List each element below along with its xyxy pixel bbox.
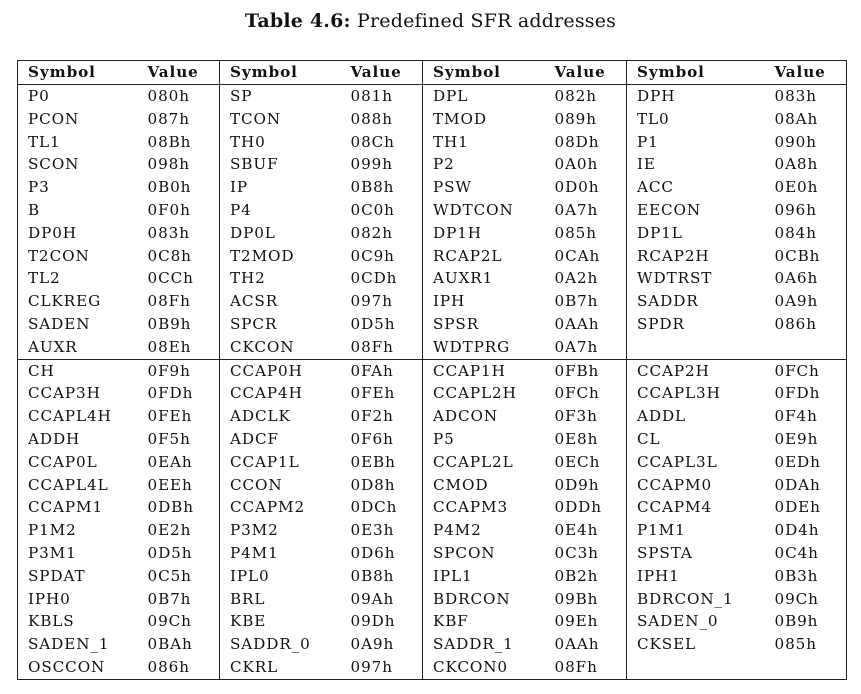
value-cell: 0F6h [350, 429, 394, 448]
value-cell: 0F4h [765, 405, 847, 428]
symbol-cell: DPL [423, 85, 545, 108]
value-cell: 086h [138, 656, 220, 679]
value-cell: 0F3h [554, 407, 598, 426]
table-section-b [18, 359, 847, 679]
symbol-cell: T2CON [18, 245, 138, 268]
value-cell: 0B9h [147, 314, 192, 333]
value-cell: 0A7h [554, 200, 599, 219]
symbol-cell: SADEN_0 [627, 610, 765, 633]
value-cell: 0DEh [765, 496, 847, 519]
value-cell: 0EDh [765, 451, 847, 474]
table-row [18, 519, 847, 542]
table-row [18, 290, 847, 313]
value-cell: 0C5h [147, 566, 192, 585]
value-cell: 0CCh [147, 269, 194, 288]
symbol-cell: P2 [423, 153, 545, 176]
table-row [18, 222, 847, 245]
symbol-cell: SADEN_1 [18, 633, 138, 656]
value-cell: 083h [147, 223, 190, 242]
caption-label: Table 4.6: [244, 10, 351, 32]
table-row [18, 633, 847, 656]
value-cell: 09Bh [554, 589, 599, 608]
symbol-cell: B [18, 199, 138, 222]
table-row [18, 199, 847, 222]
value-cell: 09Eh [554, 612, 599, 631]
value-cell: 0FCh [554, 384, 600, 403]
value-cell [765, 336, 847, 359]
symbol-cell: CCAP4H [220, 382, 341, 405]
value-cell: 0A0h [554, 155, 599, 174]
table-row [18, 313, 847, 336]
value-cell: 08Fh [545, 656, 627, 679]
value-cell: 08Fh [147, 292, 191, 311]
table-row [18, 382, 847, 405]
symbol-cell: CKCON0 [423, 656, 545, 679]
symbol-cell: IPL0 [220, 565, 341, 588]
symbol-cell: TCON [220, 108, 341, 131]
symbol-cell: RCAP2H [627, 245, 765, 268]
symbol-cell: SPCON [423, 542, 545, 565]
symbol-cell: IPL1 [423, 565, 545, 588]
symbol-cell: T2MOD [220, 245, 341, 268]
column-header-symbol: Symbol [220, 61, 341, 85]
value-cell: 0DAh [765, 474, 847, 497]
value-cell: 0B2h [554, 566, 599, 585]
value-cell: 096h [765, 199, 847, 222]
symbol-cell: P3 [18, 176, 138, 199]
column-header-symbol: Symbol [627, 61, 765, 85]
symbol-cell: OSCCON [18, 656, 138, 679]
column-header-value: Value [765, 61, 847, 85]
value-cell: 0E9h [765, 428, 847, 451]
symbol-cell: SADDR [627, 290, 765, 313]
value-cell: 0F0h [147, 200, 191, 219]
symbol-cell: CCAP1L [220, 451, 341, 474]
value-cell: 09Dh [350, 612, 396, 631]
value-cell: 083h [765, 85, 847, 108]
table-row [18, 131, 847, 154]
value-cell: 085h [765, 633, 847, 656]
value-cell: 0DCh [350, 498, 398, 517]
value-cell: 082h [554, 87, 597, 105]
symbol-cell: CKCON [220, 336, 341, 359]
symbol-cell: WDTCON [423, 199, 545, 222]
column-header-value: Value [138, 61, 220, 85]
symbol-cell: PCON [18, 108, 138, 131]
symbol-cell: P4M2 [423, 519, 545, 542]
symbol-cell: P0 [18, 85, 138, 108]
symbol-cell: CCAPL4L [18, 474, 138, 497]
symbol-cell: BDRCON [423, 588, 545, 611]
value-cell: 0E0h [765, 176, 847, 199]
column-header-value: Value [341, 61, 423, 85]
value-cell: 081h [350, 87, 393, 105]
value-cell: 099h [350, 155, 393, 174]
symbol-cell: DP0H [18, 222, 138, 245]
value-cell: 0F5h [147, 429, 191, 448]
symbol-cell: RCAP2L [423, 245, 545, 268]
value-cell: 0FDh [147, 384, 194, 403]
value-cell: 0FCh [765, 359, 847, 382]
symbol-cell: ADCLK [220, 405, 341, 428]
value-cell: 0FAh [341, 359, 423, 382]
value-cell: 0E2h [147, 521, 192, 540]
value-cell: 087h [147, 109, 190, 128]
value-cell: 0D0h [554, 178, 600, 197]
value-cell: 084h [765, 222, 847, 245]
value-cell: 0D5h [350, 314, 396, 333]
value-cell: 0DDh [554, 498, 602, 517]
symbol-cell: EECON [627, 199, 765, 222]
symbol-cell: SP [220, 85, 341, 108]
value-cell: 089h [554, 109, 597, 128]
symbol-cell: CCAPM4 [627, 496, 765, 519]
value-cell: 0B8h [350, 178, 395, 197]
value-cell: 09Ch [765, 588, 847, 611]
symbol-cell: CH [18, 359, 138, 382]
symbol-cell: CKRL [220, 656, 341, 679]
symbol-cell: CCAPL2H [423, 382, 545, 405]
table-row [18, 108, 847, 131]
value-cell: 0B3h [765, 565, 847, 588]
value-cell: 0B9h [765, 610, 847, 633]
symbol-cell: SADDR_0 [220, 633, 341, 656]
symbol-cell: TL2 [18, 267, 138, 290]
symbol-cell: IPH1 [627, 565, 765, 588]
table-row [18, 565, 847, 588]
symbol-cell: P3M2 [220, 519, 341, 542]
table-row [18, 336, 847, 359]
symbol-cell: DPH [627, 85, 765, 108]
value-cell: 085h [554, 223, 597, 242]
symbol-cell: SADEN [18, 313, 138, 336]
value-cell: 08Fh [350, 337, 394, 356]
table-row [18, 451, 847, 474]
symbol-cell: PSW [423, 176, 545, 199]
symbol-cell: AUXR [18, 336, 138, 359]
table-row [18, 176, 847, 199]
symbol-cell: TH0 [220, 131, 341, 154]
table-section-a [18, 85, 847, 360]
symbol-cell [627, 336, 765, 359]
symbol-cell: SCON [18, 153, 138, 176]
table-row [18, 588, 847, 611]
symbol-cell: CMOD [423, 474, 545, 497]
value-cell: 08Bh [147, 132, 192, 151]
symbol-cell: CCAPL4H [18, 405, 138, 428]
value-cell: 090h [765, 131, 847, 154]
symbol-cell: SPSTA [627, 542, 765, 565]
value-cell: 0A6h [765, 267, 847, 290]
symbol-cell: SBUF [220, 153, 341, 176]
value-cell: 0FEh [350, 384, 396, 403]
symbol-cell [627, 656, 765, 679]
value-cell: 086h [765, 313, 847, 336]
symbol-cell: TH1 [423, 131, 545, 154]
value-cell: 0C9h [350, 246, 395, 265]
value-cell: 0EBh [350, 452, 396, 471]
symbol-cell: SPCR [220, 313, 341, 336]
value-cell: 0DBh [147, 498, 194, 517]
value-cell: 0F9h [138, 359, 220, 382]
symbol-cell: SPDR [627, 313, 765, 336]
value-cell: 0A9h [350, 635, 395, 654]
value-cell: 0AAh [554, 635, 600, 654]
value-cell: 0A8h [765, 153, 847, 176]
symbol-cell: CCAPM0 [627, 474, 765, 497]
symbol-cell: CCAPL2L [423, 451, 545, 474]
value-cell: 0E3h [350, 521, 395, 540]
symbol-cell: SADDR_1 [423, 633, 545, 656]
symbol-cell: TL0 [627, 108, 765, 131]
symbol-cell: ADCON [423, 405, 545, 428]
symbol-cell: ACC [627, 176, 765, 199]
symbol-cell: CCAPL3H [627, 382, 765, 405]
symbol-cell: BDRCON_1 [627, 588, 765, 611]
value-cell: 0C0h [350, 200, 395, 219]
value-cell: 0CDh [350, 269, 398, 288]
symbol-cell: CL [627, 428, 765, 451]
value-cell: 0AAh [554, 314, 600, 333]
table-row [18, 245, 847, 268]
value-cell: 0F2h [350, 407, 394, 426]
symbol-cell: DP1L [627, 222, 765, 245]
value-cell: 0BAh [147, 635, 193, 654]
table-row [18, 153, 847, 176]
value-cell: 0E8h [554, 429, 599, 448]
value-cell: 0B8h [350, 566, 395, 585]
sfr-address-table [17, 60, 847, 680]
caption-text: Predefined SFR addresses [357, 10, 617, 32]
table-row [18, 359, 847, 382]
value-cell: 08Ch [350, 132, 395, 151]
header-row [18, 61, 847, 85]
symbol-cell: CCAPL3L [627, 451, 765, 474]
value-cell: 08Dh [554, 132, 600, 151]
value-cell: 0D8h [350, 475, 396, 494]
symbol-cell: P5 [423, 428, 545, 451]
column-header-symbol: Symbol [423, 61, 545, 85]
symbol-cell: CCAP2H [627, 359, 765, 382]
value-cell: 0FBh [545, 359, 627, 382]
symbol-cell: CKSEL [627, 633, 765, 656]
value-cell: 0CBh [765, 245, 847, 268]
symbol-cell: KBLS [18, 610, 138, 633]
value-cell: 0C8h [147, 246, 192, 265]
symbol-cell: CCON [220, 474, 341, 497]
symbol-cell: TH2 [220, 267, 341, 290]
table-row [18, 85, 847, 108]
value-cell: 0E4h [554, 521, 599, 540]
value-cell: 098h [147, 155, 190, 174]
symbol-cell: P4M1 [220, 542, 341, 565]
table-row [18, 496, 847, 519]
symbol-cell: CCAP1H [423, 359, 545, 382]
table-row [18, 267, 847, 290]
symbol-cell: WDTRST [627, 267, 765, 290]
symbol-cell: CCAP0H [220, 359, 341, 382]
value-cell: 088h [350, 109, 393, 128]
symbol-cell: P1M2 [18, 519, 138, 542]
symbol-cell: ADCF [220, 428, 341, 451]
value-cell: 0A2h [554, 269, 599, 288]
value-cell: 0D4h [765, 519, 847, 542]
symbol-cell: IP [220, 176, 341, 199]
symbol-cell: P1 [627, 131, 765, 154]
symbol-cell: TMOD [423, 108, 545, 131]
symbol-cell: CCAPM2 [220, 496, 341, 519]
value-cell: 0D6h [350, 543, 396, 562]
value-cell: 0CAh [554, 246, 601, 265]
table-caption [0, 10, 861, 32]
symbol-cell: BRL [220, 588, 341, 611]
value-cell: 082h [350, 223, 393, 242]
symbol-cell: CCAP3H [18, 382, 138, 405]
symbol-cell: CCAPM1 [18, 496, 138, 519]
symbol-cell: P4 [220, 199, 341, 222]
table-row [18, 405, 847, 428]
value-cell: 0A9h [765, 290, 847, 313]
symbol-cell: DP0L [220, 222, 341, 245]
symbol-cell: SPDAT [18, 565, 138, 588]
value-cell [765, 656, 847, 679]
symbol-cell: SPSR [423, 313, 545, 336]
value-cell: 0C4h [765, 542, 847, 565]
column-header-value: Value [545, 61, 627, 85]
symbol-cell: CCAPM3 [423, 496, 545, 519]
table-row [18, 428, 847, 451]
value-cell: 0FEh [147, 407, 193, 426]
table-row [18, 656, 847, 679]
symbol-cell: ACSR [220, 290, 341, 313]
symbol-cell: CLKREG [18, 290, 138, 313]
table-row [18, 474, 847, 497]
symbol-cell: P3M1 [18, 542, 138, 565]
symbol-cell: ADDL [627, 405, 765, 428]
value-cell: 09Ah [350, 589, 395, 608]
value-cell: 0B0h [147, 178, 192, 197]
table-row [18, 610, 847, 633]
value-cell: 0A7h [554, 337, 599, 356]
symbol-cell: KBE [220, 610, 341, 633]
symbol-cell: ADDH [18, 428, 138, 451]
value-cell: 0C3h [554, 543, 599, 562]
symbol-cell: IPH0 [18, 588, 138, 611]
symbol-cell: DP1H [423, 222, 545, 245]
value-cell: 097h [341, 656, 423, 679]
value-cell: 0B7h [554, 292, 599, 311]
value-cell: 09Ch [147, 612, 192, 631]
symbol-cell: WDTPRG [423, 336, 545, 359]
symbol-cell: IE [627, 153, 765, 176]
symbol-cell: TL1 [18, 131, 138, 154]
value-cell: 097h [350, 292, 393, 311]
symbol-cell: KBF [423, 610, 545, 633]
value-cell: 080h [147, 87, 190, 105]
value-cell: 0B7h [147, 589, 192, 608]
value-cell: 0EAh [147, 452, 193, 471]
value-cell: 0D5h [147, 543, 193, 562]
value-cell: 0ECh [554, 452, 601, 471]
value-cell: 0D9h [554, 475, 600, 494]
value-cell: 0FDh [765, 382, 847, 405]
symbol-cell: AUXR1 [423, 267, 545, 290]
symbol-cell: IPH [423, 290, 545, 313]
symbol-cell: CCAP0L [18, 451, 138, 474]
symbol-cell: P1M1 [627, 519, 765, 542]
value-cell: 0EEh [147, 475, 193, 494]
table-row [18, 542, 847, 565]
column-header-symbol: Symbol [18, 61, 138, 85]
value-cell: 08Ah [765, 108, 847, 131]
value-cell: 08Eh [147, 337, 192, 356]
